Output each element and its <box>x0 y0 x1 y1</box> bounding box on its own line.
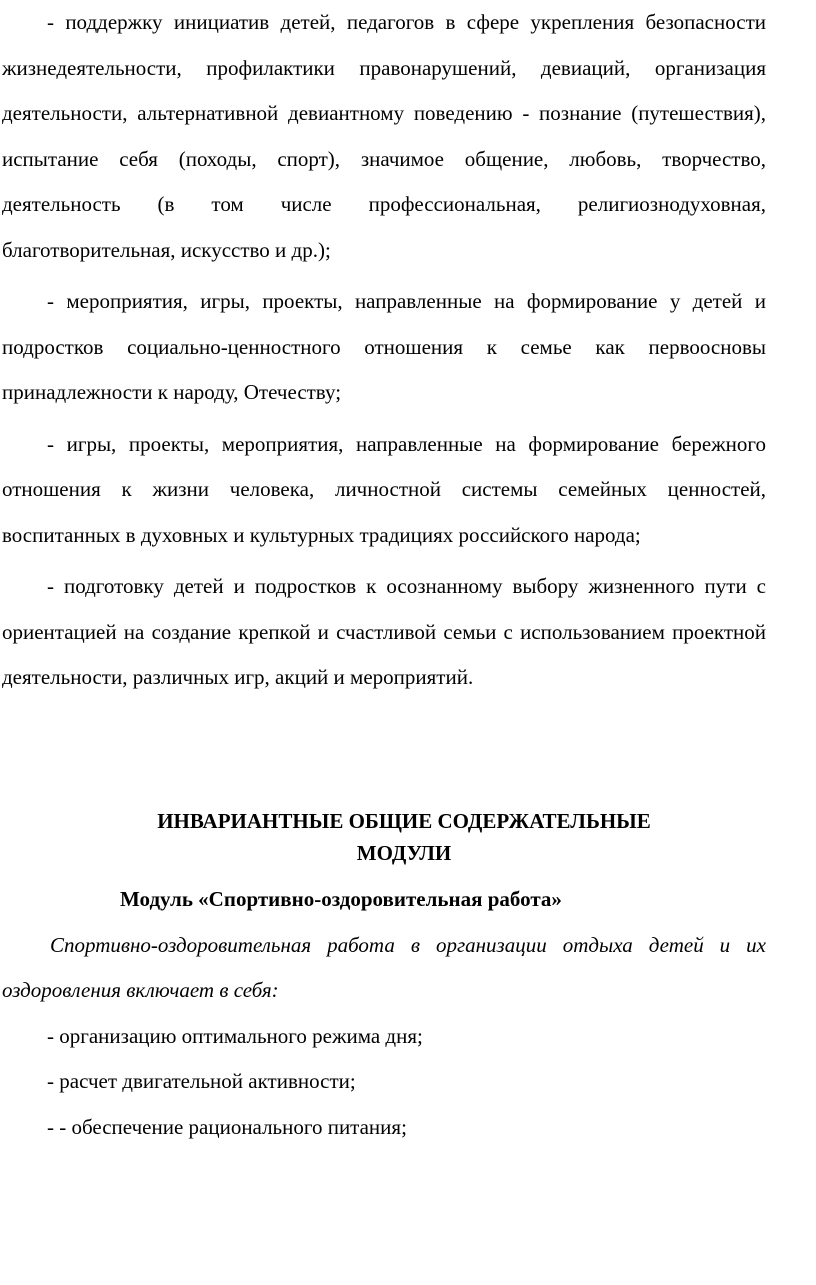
module-intro: Спортивно-оздоровительная работа в организации отдыха детей и их оздоровления включает в себя: <box>2 932 766 1002</box>
list-item: - расчет двигательной активности; <box>47 1069 356 1093</box>
section-heading-line2: МОДУЛИ <box>356 840 452 865</box>
list-item: - - обеспечение рационального питания; <box>47 1114 407 1139</box>
module-title: Модуль «Спортивно-оздоровительная работа» <box>120 886 562 911</box>
paragraph-life-attitude: - игры, проекты, мероприятия, направленные на формирование бережного отношения к жизни человека, личностной системы семейных ценностей, воспитанных в духовных и культурных традициях российского народа; <box>2 431 766 547</box>
paragraph-family-values: - мероприятия, игры, проекты, направленные на формирование у детей и подростков социально-ценностного отношения к семье как первоосновы принадлежности к народу, Отечеству; <box>2 289 766 404</box>
section-spacer <box>2 701 766 805</box>
paragraph-initiatives: - поддержку инициатив детей, педагогов в сфере укрепления безопасности жизнедеятельности, профилактики правонарушений, девиаций, организация деятельности, альтернативной девиантному поведению - познание (путешествия), испытание себя (походы, спорт), значимое общение, любовь, творчество, деятельность (в том числе профессиональная, религиознодуховная, благотворительная, искусство и др.); <box>2 10 766 262</box>
paragraph-life-path: - подготовку детей и подростков к осознанному выбору жизненного пути с ориентацией на создание крепкой и счастливой семьи с использованием проектной деятельности, различных игр, акций и мероприятий. <box>2 574 766 689</box>
section-heading-line1: ИНВАРИАНТНЫЕ ОБЩИЕ СОДЕРЖАТЕЛЬНЫЕ <box>157 808 651 833</box>
list-item: - организацию оптимального режима дня; <box>47 1023 423 1048</box>
